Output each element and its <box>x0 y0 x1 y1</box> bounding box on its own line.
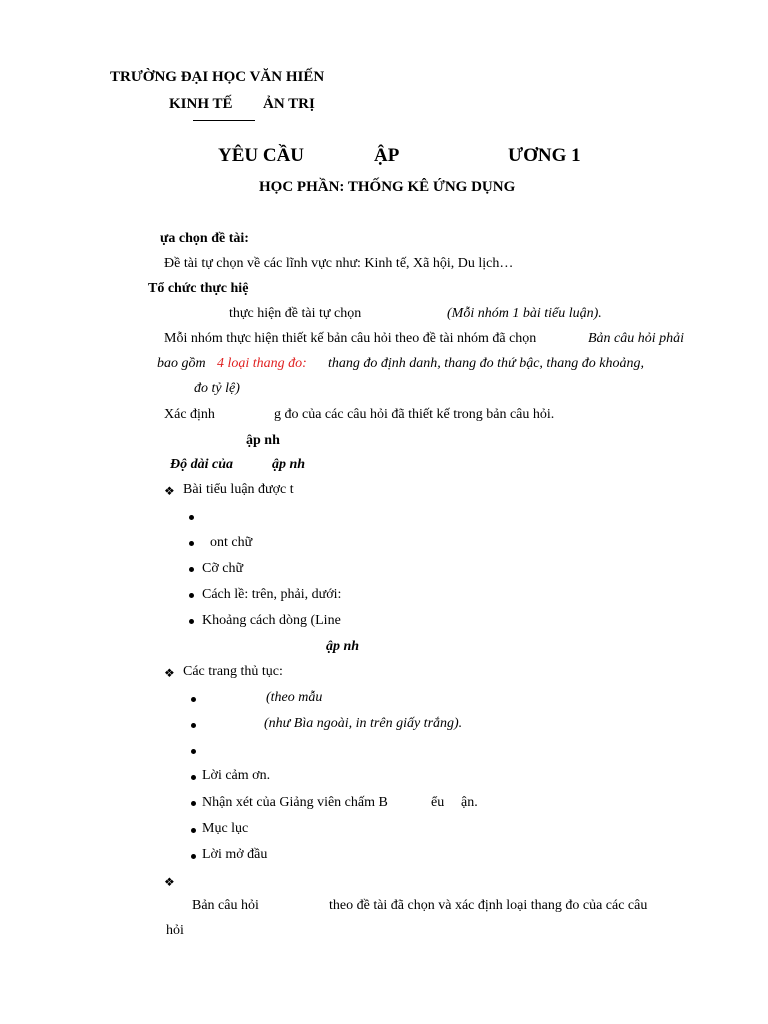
page-item-fragment: ểu <box>431 795 445 810</box>
section2-line1b: (Mỗi nhóm 1 bài tiểu luận). <box>447 306 602 321</box>
bullet-icon <box>189 515 194 520</box>
school-name: TRƯỜNG ĐẠI HỌC VĂN HIẾN <box>110 69 325 85</box>
bullet-icon <box>191 854 196 859</box>
sub-heading: ập nh <box>326 639 360 654</box>
bullet-icon <box>189 619 194 624</box>
page-item: Mục lục <box>202 821 249 836</box>
diamond-bullet-icon: ❖ <box>164 875 175 889</box>
final-line-b: theo đề tài đã chọn và xác định loại thang đo của các câu <box>329 898 648 913</box>
bullet-icon <box>191 775 196 780</box>
section2-line1a: thực hiện đề tài tự chọn <box>229 306 362 321</box>
length-label-a: Độ dài của <box>170 457 233 472</box>
section2-line4a: Xác định <box>164 407 215 422</box>
pages-intro: Các trang thủ tục: <box>183 664 283 679</box>
page-item: Nhận xét của Giảng viên chấm B <box>202 795 388 810</box>
section2-para2-red: 4 loại thang đo: <box>217 356 307 371</box>
page-item: Lời cảm ơn. <box>202 768 271 783</box>
section2-heading: Tổ chức thực hiệ <box>148 281 249 296</box>
bullet-icon <box>189 593 194 598</box>
section1-body: Đề tài tự chọn về các lĩnh vực như: Kinh tế, Xã hội, Du lịch… <box>164 256 514 271</box>
bullet-icon <box>191 749 196 754</box>
faculty-name-part1: KINH TẾ <box>169 96 233 112</box>
section2-para2-b: thang đo định danh, thang đo thứ bậc, thang đo khoảng, <box>328 356 645 371</box>
section2-line4b: g đo của các câu hỏi đã thiết kế trong bản câu hỏi. <box>274 407 555 422</box>
bullet-icon <box>191 801 196 806</box>
bullet-icon <box>191 697 196 702</box>
format-item: Cách lề: trên, phải, dưới: <box>202 587 342 602</box>
format-item: ont chữ <box>210 535 253 550</box>
page-item: (như Bìa ngoài, in trên giấy trắng). <box>264 716 463 731</box>
title-part3: ƯƠNG 1 <box>508 145 581 166</box>
section2-para2-a: bao gồm <box>157 356 206 371</box>
bullet-icon <box>189 541 194 546</box>
section2-para3: đo tỷ lệ) <box>194 381 240 396</box>
page-item-fragment: ận. <box>461 795 478 810</box>
title-part2: ẬP <box>374 145 400 166</box>
title-part1: YÊU CẦU <box>218 145 305 166</box>
diamond-bullet-icon: ❖ <box>164 666 175 680</box>
diamond-bullet-icon: ❖ <box>164 484 175 498</box>
section3-heading: ập nh <box>246 433 280 448</box>
page-item: (theo mẫu <box>266 690 323 705</box>
length-label-b: ập nh <box>272 457 306 472</box>
final-line-a: Bản câu hỏi <box>192 898 259 913</box>
bullet-icon <box>191 828 196 833</box>
format-intro: Bài tiểu luận được t <box>183 482 294 497</box>
final-line-c: hỏi <box>166 923 184 938</box>
format-item: Cỡ chữ <box>202 561 244 576</box>
bullet-icon <box>191 723 196 728</box>
section2-para-b: Bản câu hỏi phải <box>588 331 685 346</box>
subtitle: HỌC PHẦN: THỐNG KÊ ỨNG DỤNG <box>259 179 516 195</box>
page-item: Lời mở đầu <box>202 847 268 862</box>
format-item: Khoảng cách dòng (Line <box>202 613 341 628</box>
header-underline <box>193 120 255 121</box>
bullet-icon <box>189 567 194 572</box>
section1-heading: ựa chọn đề tài: <box>160 231 249 246</box>
section2-para-a: Mỗi nhóm thực hiện thiết kế bản câu hỏi theo đề tài nhóm đã chọn <box>164 331 537 346</box>
faculty-name-part2: ẢN TRỊ <box>263 96 315 112</box>
